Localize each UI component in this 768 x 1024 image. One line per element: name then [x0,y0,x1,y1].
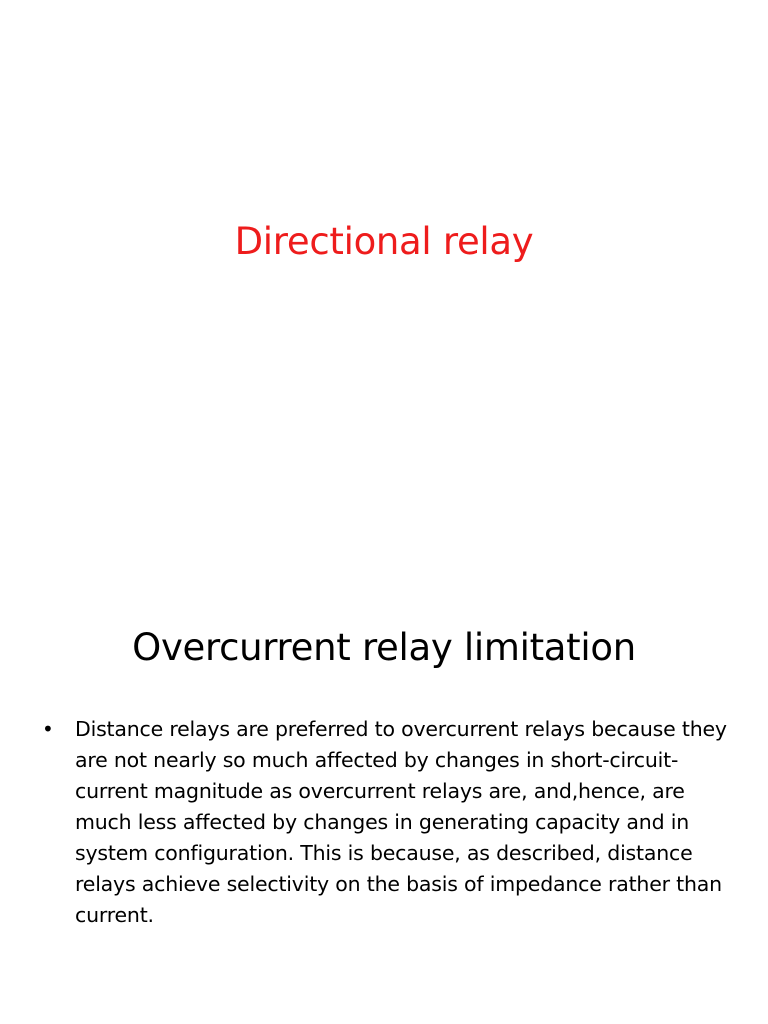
slide-title: Overcurrent relay limitation [132,626,636,669]
bullet-text: Distance relays are preferred to overcurrent relays because they are not nearly so much affected by changes in short-circuit-current magnitude as overcurrent relays are, and,hence, are much less affected by changes in generating capacity and in system configuration. This is because, as described, distance relays achieve selectivity on the basis of impedance rather than current. [75,717,727,927]
bullet-icon: • [42,717,54,741]
bullet-list [42,714,732,931]
bullet-item [42,714,732,931]
slide-title: Directional relay [234,220,534,263]
slide-overcurrent-limitation [0,560,768,1024]
